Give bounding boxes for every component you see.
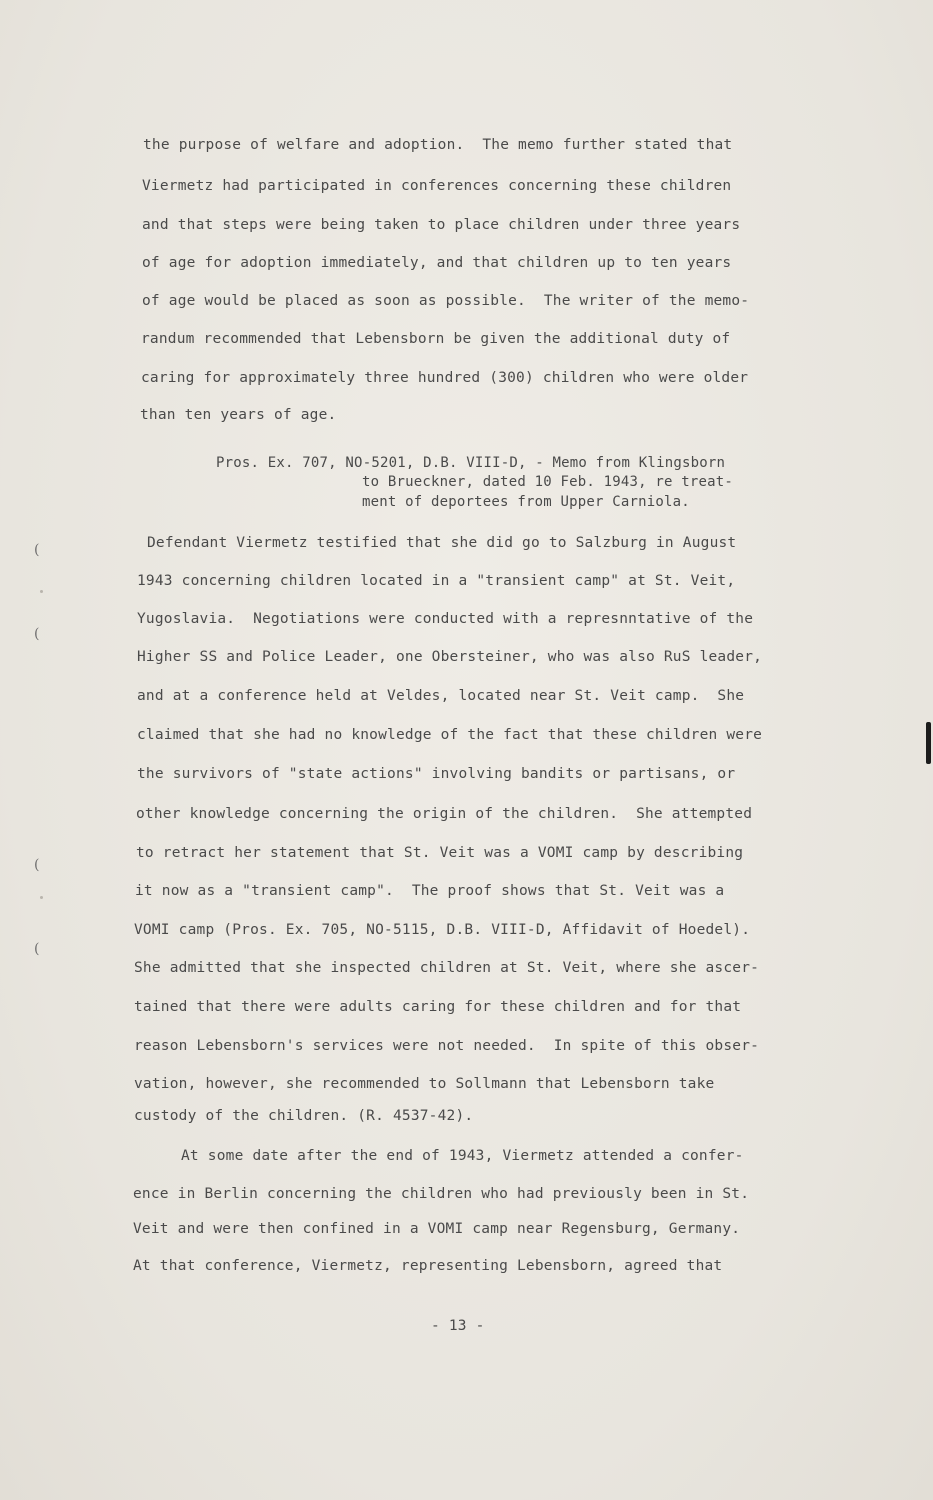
text-line: custody of the children. (R. 4537-42).: [134, 1108, 474, 1124]
punch-mark: (: [34, 626, 40, 642]
page-edge-mark: [926, 722, 931, 764]
text-line: ence in Berlin concerning the children who had previously been in St.: [133, 1186, 750, 1202]
text-line: Yugoslavia. Negotiations were conducted with a represnntative of the: [137, 611, 754, 627]
text-line: Higher SS and Police Leader, one Obersteiner, who was also RuS leader,: [137, 649, 763, 665]
page-number: - 13 -: [431, 1318, 485, 1334]
scan-speck: [40, 590, 43, 593]
text-line: of age for adoption immediately, and that children up to ten years: [142, 255, 732, 271]
text-line: claimed that she had no knowledge of the fact that these children were: [137, 727, 763, 743]
text-line: Veit and were then confined in a VOMI camp near Regensburg, Germany.: [133, 1221, 741, 1237]
text-line: it now as a "transient camp". The proof shows that St. Veit was a: [135, 883, 725, 899]
text-line: She admitted that she inspected children at St. Veit, where she ascer-: [134, 960, 760, 976]
citation-line: to Brueckner, dated 10 Feb. 1943, re treat-: [362, 474, 734, 490]
text-line: tained that there were adults caring for these children and for that: [134, 999, 742, 1015]
text-line: the survivors of "state actions" involving bandits or partisans, or: [137, 766, 736, 782]
text-line: reason Lebensborn's services were not needed. In spite of this obser-: [134, 1038, 760, 1054]
text-line: vation, however, she recommended to Sollmann that Lebensborn take: [134, 1076, 715, 1092]
text-line: and that steps were being taken to place children under three years: [142, 217, 741, 233]
punch-mark: (: [34, 542, 40, 558]
text-line: VOMI camp (Pros. Ex. 705, NO-5115, D.B. VIII-D, Affidavit of Hoedel).: [134, 922, 751, 938]
text-line: the purpose of welfare and adoption. The memo further stated that: [143, 137, 733, 153]
text-line: and at a conference held at Veldes, located near St. Veit camp. She: [137, 688, 745, 704]
punch-mark: (: [34, 857, 40, 873]
punch-mark: (: [34, 941, 40, 957]
scan-speck: [40, 896, 43, 899]
text-line: of age would be placed as soon as possible. The writer of the memo-: [142, 293, 750, 309]
text-line: caring for approximately three hundred (300) children who were older: [141, 370, 749, 386]
text-line: than ten years of age.: [140, 407, 337, 423]
citation-line: Pros. Ex. 707, NO-5201, D.B. VIII-D, - Memo from Klingsborn: [216, 455, 726, 471]
text-line: At some date after the end of 1943, Viermetz attended a confer-: [181, 1148, 744, 1164]
text-line: At that conference, Viermetz, representing Lebensborn, agreed that: [133, 1258, 723, 1274]
citation-line: ment of deportees from Upper Carniola.: [362, 494, 690, 510]
text-line: other knowledge concerning the origin of the children. She attempted: [136, 806, 753, 822]
text-line: Viermetz had participated in conferences concerning these children: [142, 178, 732, 194]
text-line: 1943 concerning children located in a "transient camp" at St. Veit,: [137, 573, 736, 589]
text-line: randum recommended that Lebensborn be given the additional duty of: [141, 331, 731, 347]
text-line: Defendant Viermetz testified that she did go to Salzburg in August: [147, 535, 737, 551]
text-line: to retract her statement that St. Veit was a VOMI camp by describing: [136, 845, 744, 861]
